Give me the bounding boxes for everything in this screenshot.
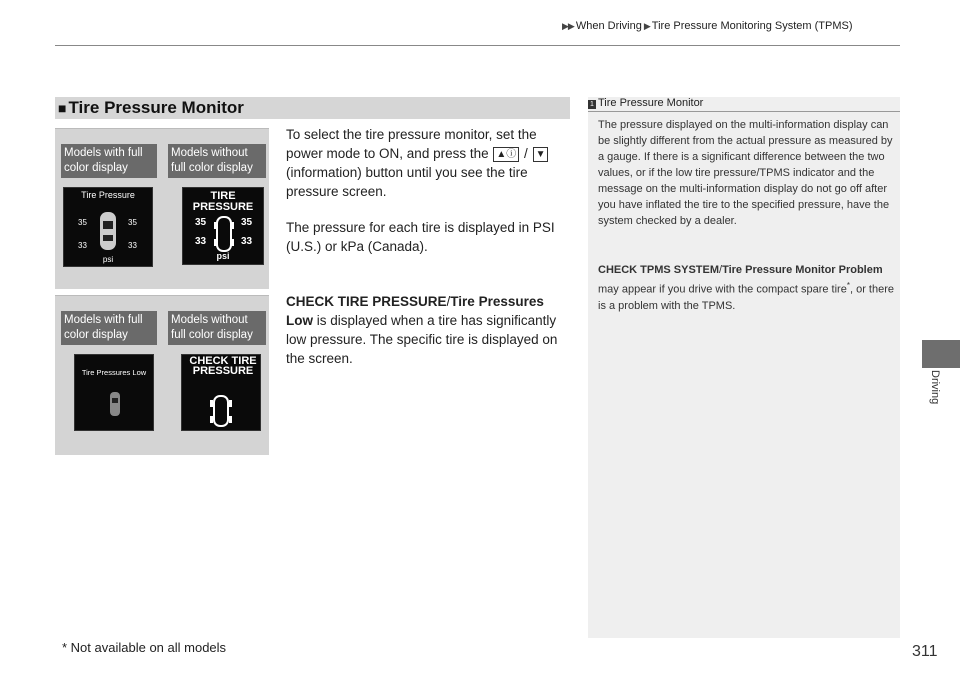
tire-value-rear-left: 33 [195, 236, 207, 247]
breadcrumb-item-when-driving[interactable]: When Driving [575, 20, 642, 32]
tire-value-rear-right: 33 [128, 241, 137, 250]
breadcrumb-item-tpms[interactable]: Tire Pressure Monitoring System (TPMS) [651, 20, 853, 32]
header-divider [55, 45, 900, 46]
car-top-view-icon [214, 216, 234, 252]
car-top-view-icon [97, 211, 119, 251]
page-number: 311 [912, 643, 938, 660]
tire-value-front-right: 35 [241, 217, 253, 228]
screen-title: CHECK TIRE PRESSURE [189, 355, 257, 377]
square-bullet-icon: ■ [58, 100, 67, 116]
pressure-units-paragraph: The pressure for each tire is displayed in PSI (U.S.) or kPa (Canada). [286, 220, 555, 254]
chapter-tab-marker [922, 340, 960, 368]
tire-pressure-figure [55, 128, 269, 289]
info-divider [588, 111, 900, 112]
car-top-view-icon [210, 395, 232, 427]
tag-with-color-display: Models with full color display [61, 144, 157, 178]
standard-display-screen [181, 354, 261, 431]
chapter-tab-label: Driving [929, 370, 941, 405]
tag-without-color-display: Models without full color display [168, 144, 266, 178]
screen-title: Tire Pressure [81, 190, 135, 200]
section-title [58, 98, 244, 118]
info-paragraph-1: The pressure displayed on the multi-information display can be slightly different from the actual pressure as measured by a gauge. If there is a significant difference between the two values, or if the low tire pressure/TPMS indicator and the message on the multi-information display do not go off after you have inflated the tire to the specified pressure, have the system checked by a dealer. [598, 119, 893, 227]
footnote: * Not available on all models [62, 640, 227, 655]
low-pressure-paragraph: CHECK TIRE PRESSURE/Tire Pressures Low is displayed when a tire has significantly low pressure. The specific tire is displayed on the screen. [286, 294, 558, 366]
low-pressure-figure [55, 295, 269, 455]
screen-title: TIRE PRESSURE [192, 190, 254, 213]
info-paragraph-2: CHECK TPMS SYSTEM/Tire Pressure Monitor Problem may appear if you drive with the compact spare tire*, or there is a problem with the TPMS. [598, 264, 894, 312]
standard-display-screen [182, 187, 264, 265]
tag-with-color-display: Models with full color display [61, 311, 157, 345]
pressure-unit: psi [216, 251, 230, 261]
car-top-view-icon [107, 391, 123, 417]
double-triangle-icon: ▶▶ [562, 21, 574, 31]
chapter-tab[interactable] [925, 370, 947, 430]
breadcrumb [560, 20, 853, 32]
tire-value-rear-right: 33 [241, 236, 253, 247]
instruction-paragraph: To select the tire pressure monitor, set the power mode to ON, and press the ▲ⓘ / ▼ (information) button until you see the tire pressure screen. [286, 125, 570, 201]
color-display-screen [63, 187, 153, 267]
tire-value-rear-left: 33 [78, 241, 87, 250]
tire-value-front-right: 35 [128, 218, 137, 227]
tire-value-front-left: 35 [195, 217, 207, 228]
info-down-button-icon: ▼ [533, 147, 549, 162]
triangle-icon: ▶ [643, 21, 650, 31]
footnote-marker: * [846, 281, 850, 290]
info-up-button-icon: ▲ⓘ [493, 147, 519, 162]
section-title-text: Tire Pressure Monitor [68, 98, 244, 117]
info-heading: 1 Tire Pressure Monitor [588, 97, 703, 109]
screen-title: Tire Pressures Low [81, 368, 147, 377]
reference-mark-icon: 1 [588, 100, 596, 109]
color-display-screen [74, 354, 154, 431]
tag-without-color-display: Models without full color display [168, 311, 266, 345]
tire-value-front-left: 35 [78, 218, 87, 227]
pressure-unit: psi [102, 255, 114, 264]
